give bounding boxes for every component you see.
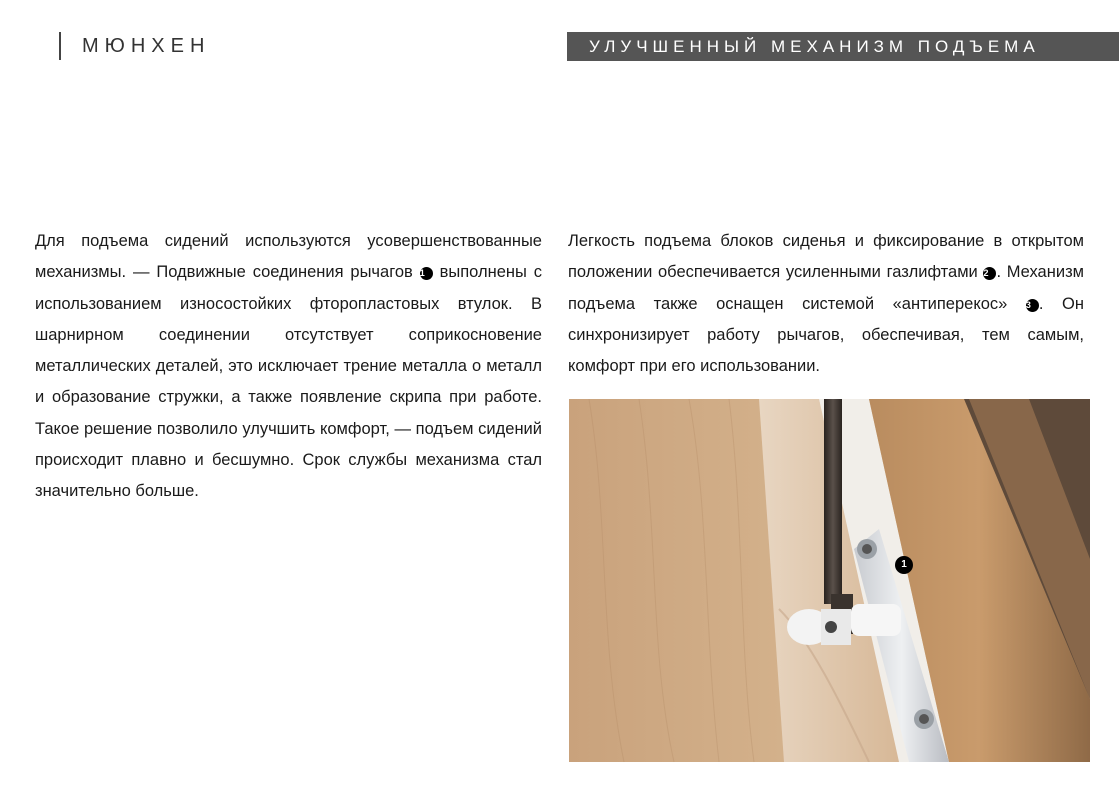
brand-title: МЮНХЕН — [82, 35, 211, 57]
marker-1: 1 — [420, 267, 433, 280]
marker-3: 3 — [1026, 299, 1039, 312]
right-text-part-1: Легкость подъема блоков сиденья и фиксирование в открытом положении обеспечивается усиленными газлифтами — [568, 232, 1084, 282]
mechanism-photo-illustration — [569, 399, 1090, 762]
right-text-part-3: . Он синхронизирует работу рычагов, обеспечивая, тем самым, комфорт при его использовании. — [568, 294, 1084, 376]
left-text-part-1: Для подъема сидений используются усовершенствованные механизмы. — Подвижные соединения рычагов — [35, 232, 542, 282]
brand-divider — [59, 32, 61, 60]
marker-2: 2 — [983, 267, 996, 280]
right-text-part-2: . Механизм подъема также оснащен системой «антиперекос» — [568, 263, 1084, 313]
left-text-column — [35, 226, 542, 508]
photo-marker-1: 1 — [895, 556, 913, 574]
mechanism-photo — [569, 399, 1090, 762]
section-title: УЛУЧШЕННЫЙ МЕХАНИЗМ ПОДЪЕМА — [589, 37, 1040, 56]
left-text-part-2: выполнены с использованием износостойких фторопластовых втулок. В шарнирном соединении отсутствует соприкосновение металлических деталей, это исключает трение металла о металл и образование стружки, а также появление скрипа при работе. Такое решение позволило улучшить комфорт, — подъем сидений происходит плавно и бесшумно. Срок службы механизма стал значительно больше. — [35, 263, 542, 501]
right-text-column — [568, 226, 1084, 382]
